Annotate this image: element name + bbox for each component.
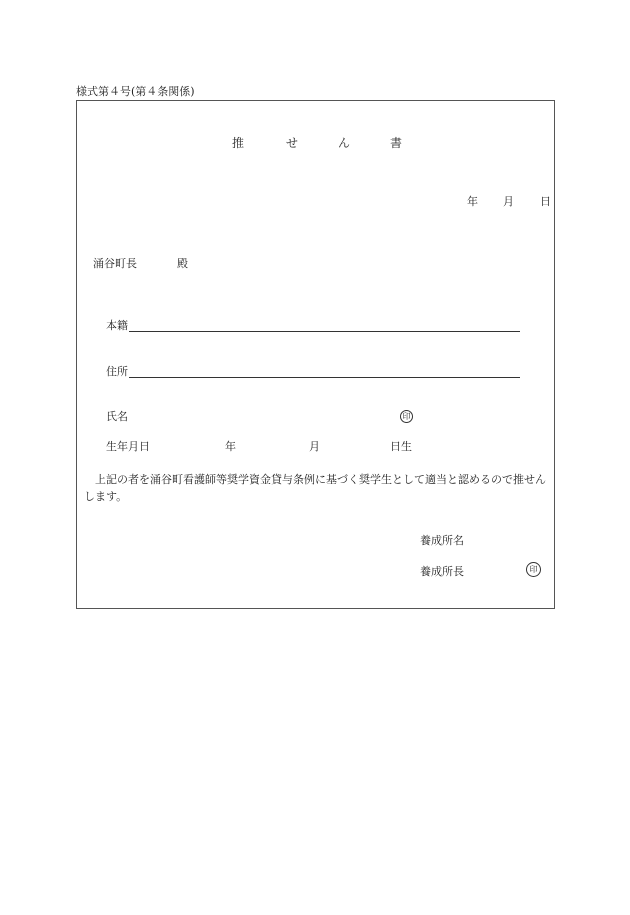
title-char-4: 書: [390, 136, 403, 150]
applicant-seal-icon: 印: [400, 410, 413, 423]
birth-day-label: 日生: [390, 440, 412, 453]
form-number: 様式第４号(第４条関係): [76, 85, 195, 98]
birth-month-label: 月: [309, 440, 320, 453]
title-char-1: 推: [232, 136, 245, 150]
addressee-honorific: 殿: [177, 257, 188, 270]
recommendation-statement: 上記の者を涌谷町看護師等奨学資金貸与条例に基づく奨学生として適当と認めるので推せんします。: [84, 473, 546, 503]
honseki-label: 本籍: [106, 319, 128, 332]
title-char-3: ん: [338, 136, 351, 150]
date-year-label: 年: [467, 195, 478, 208]
birth-year-label: 年: [225, 440, 236, 453]
recommendation-form: [76, 100, 555, 609]
school-seal-icon: 印: [526, 562, 541, 577]
birth-date-label: 生年月日: [106, 440, 150, 453]
school-name-label: 養成所名: [420, 534, 464, 547]
name-label: 氏名: [106, 410, 128, 423]
title-char-2: せ: [286, 136, 299, 150]
date-day-label: 日: [540, 195, 551, 208]
address-underline: [129, 377, 520, 378]
school-head-label: 養成所長: [420, 565, 464, 578]
date-month-label: 月: [503, 195, 514, 208]
addressee-name: 涌谷町長: [93, 257, 137, 270]
address-label: 住所: [106, 365, 128, 378]
honseki-underline: [129, 331, 520, 332]
